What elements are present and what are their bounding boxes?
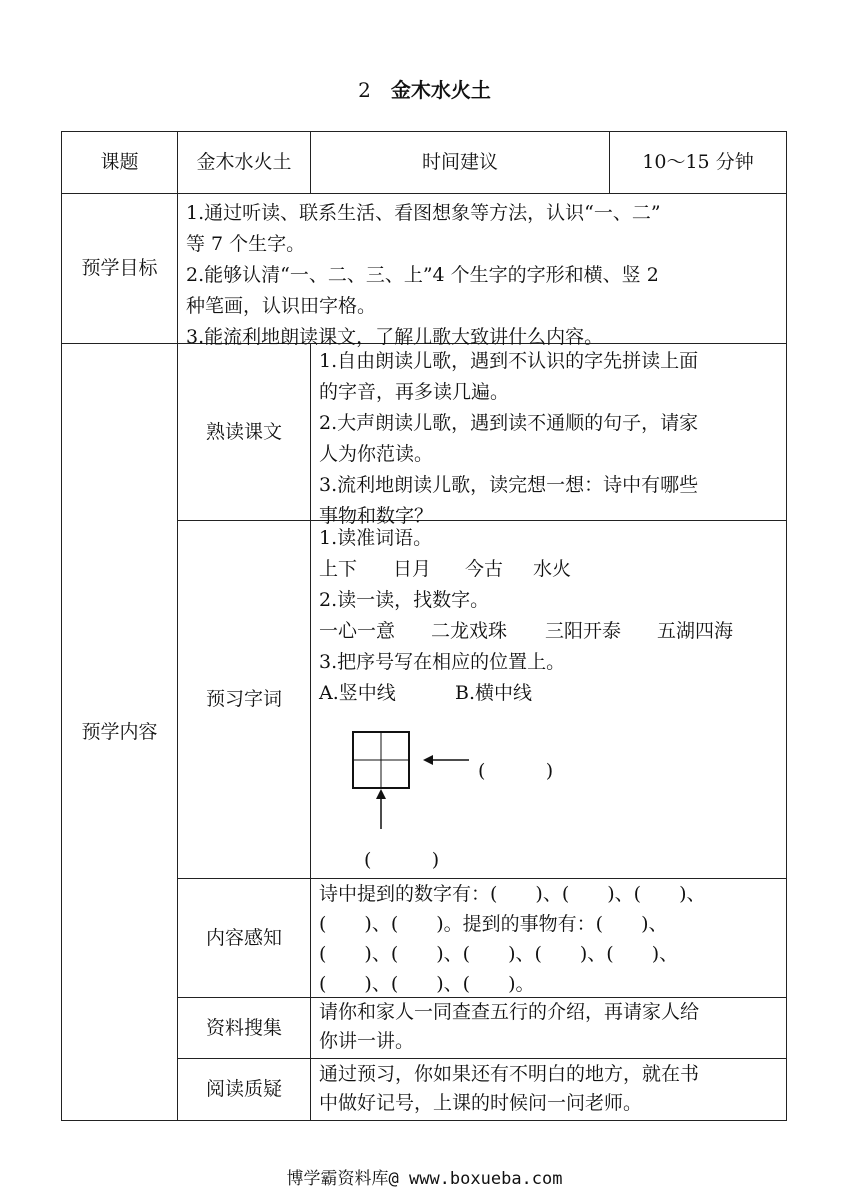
perception-line: ( )、( )、( )。 — [319, 973, 535, 995]
idiom: 三阳开泰 — [545, 620, 622, 642]
research-line: 你讲一讲。 — [319, 1030, 415, 1052]
perception-line: 诗中提到的数字有：( )、( )、( )、 — [319, 883, 706, 905]
questions-line: 中做好记号，上课的时候问一问老师。 — [319, 1092, 643, 1114]
read-text-line: 的字音，再多读几遍。 — [319, 381, 510, 403]
topic-label: 课题 — [100, 151, 139, 173]
footer-watermark: 博学霸资料库@ www.boxueba.com — [286, 1169, 563, 1189]
research-label: 资料搜集 — [205, 1016, 282, 1039]
research-line: 请你和家人一同查查五行的介绍，再请家人给 — [319, 1001, 700, 1023]
goals-label: 预学目标 — [81, 257, 158, 279]
lesson-number: 2 — [358, 78, 371, 102]
answer-blank-right[interactable]: ( ) — [478, 760, 554, 782]
goals-text — [178, 194, 786, 348]
content-label: 预学内容 — [81, 720, 158, 743]
perception-line: ( )、( )、( )、( )、( )、 — [319, 943, 679, 965]
idiom: 五湖四海 — [657, 620, 734, 642]
words-item-2: 2.读一读，找数字。 — [319, 589, 490, 611]
goals-line: 等 7 个生字。 — [186, 233, 306, 255]
perception-line: ( )、( )。提到的事物有：( )、 — [319, 913, 668, 935]
words-item-3: 3.把序号写在相应的位置上。 — [319, 651, 566, 673]
read-text-line: 2.大声朗读儿歌，遇到读不通顺的句子，请家 — [319, 412, 699, 434]
lesson-title: 金木水火土 — [390, 78, 491, 102]
goals-line: 3.能流利地朗读课文，了解儿歌大致讲什么内容。 — [186, 326, 604, 348]
goals-line: 种笔画，认识田字格。 — [186, 295, 377, 317]
idiom: 一心一意 — [319, 620, 396, 642]
idiom: 二龙戏珠 — [431, 620, 508, 642]
time-value: 10～15 分钟 — [642, 151, 754, 173]
perception-body — [311, 879, 786, 997]
words-options — [319, 678, 778, 709]
perception-label: 内容感知 — [205, 926, 282, 949]
read-text-line: 1.自由朗读儿歌，遇到不认识的字先拼读上面 — [319, 350, 699, 372]
arrow-left-icon — [423, 753, 469, 767]
time-label: 时间建议 — [421, 151, 498, 173]
read-text-line: 3.流利地朗读儿歌，读完想一想：诗中有哪些 — [319, 474, 699, 496]
option-a: A.竖中线 — [319, 682, 396, 704]
read-text-body — [311, 344, 786, 527]
word: 日月 — [393, 558, 432, 580]
read-text-line: 人为你范读。 — [319, 443, 434, 465]
questions-label: 阅读质疑 — [205, 1078, 282, 1100]
words-item-1: 1.读准词语。 — [319, 527, 433, 549]
answer-blank-bottom[interactable]: ( ) — [364, 849, 440, 871]
word: 上下 — [319, 558, 358, 580]
words-label: 预习字词 — [205, 688, 282, 710]
read-text-line: 事物和数字？ — [319, 505, 434, 527]
questions-line: 通过预习，你如果还有不明白的地方，就在书 — [319, 1063, 700, 1085]
questions-body — [311, 1059, 786, 1120]
option-b: B.横中线 — [455, 682, 533, 704]
words-row-1 — [319, 554, 778, 585]
topic-value: 金木水火土 — [196, 151, 292, 173]
word: 今古 — [465, 558, 504, 580]
tian-zi-ge-grid — [352, 731, 410, 789]
word: 水火 — [533, 558, 572, 580]
arrow-up-icon — [374, 789, 388, 829]
research-body — [311, 998, 786, 1058]
goals-line: 1.通过听读、联系生活、看图想象等方法，认识“一、二” — [186, 202, 661, 224]
read-text-label: 熟读课文 — [205, 420, 282, 443]
goals-line: 2.能够认清“一、二、三、上”4 个生字的字形和横、竖 2 — [186, 264, 659, 286]
words-row-2 — [319, 616, 778, 647]
